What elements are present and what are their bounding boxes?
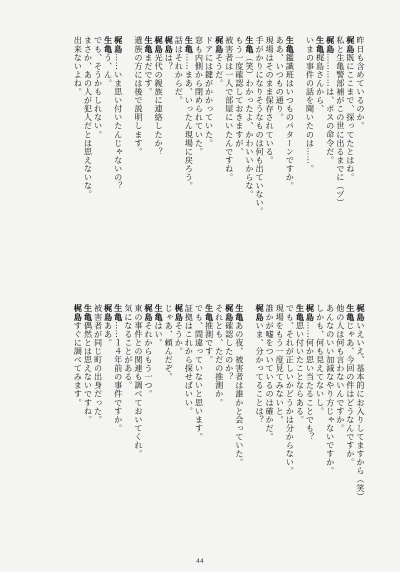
dialogue-line — [184, 304, 194, 550]
dialogue-text: 現場をもう一度見てみないと。 — [275, 304, 286, 424]
dialogue-line — [83, 36, 93, 304]
dialogue-text: 出来ないよね。 — [73, 36, 84, 96]
dialogue-text: 私と生亀警部補がこの世に出るまでに（ヅ） — [335, 36, 346, 207]
dialogue-text: 気になることがある。 — [123, 304, 134, 390]
speaker-name: 梶島 — [103, 304, 114, 322]
dialogue-line — [114, 304, 124, 550]
dialogue-line — [285, 36, 295, 304]
dialogue-line — [205, 304, 215, 550]
dialogue-text: ……まあ、いったん現場に戻ろう。 — [184, 53, 195, 190]
dialogue-text: それからもう一つ。 — [144, 321, 155, 399]
dialogue-line — [316, 36, 326, 304]
dialogue-line — [73, 304, 83, 550]
dialogue-line — [245, 36, 255, 304]
speaker-name: 生亀 — [234, 304, 245, 322]
dialogue-text: まだです。 — [144, 53, 155, 96]
dialogue-line — [275, 36, 285, 304]
dialogue-line — [104, 304, 114, 550]
dialogue-text: そうだ。 — [214, 53, 225, 88]
dialogue-line — [164, 36, 174, 304]
dialogue-line — [285, 304, 295, 550]
dialogue-text: う、ん。 — [103, 53, 114, 88]
dialogue-line — [225, 304, 235, 550]
dialogue-text: 被害者は一人で部屋にいたんですね。 — [224, 36, 235, 182]
dialogue-text: …………は、ボスの命令だ。 — [325, 53, 336, 165]
dialogue-text: 推測です。 — [204, 321, 215, 364]
dialogue-text: あの夜、被害者は誰かと会っていた。 — [234, 321, 245, 467]
dialogue-block-bottom — [32, 304, 366, 550]
dialogue-line — [336, 304, 346, 550]
dialogue-text: すぐに調べてみます。 — [73, 321, 84, 407]
dialogue-line — [215, 304, 225, 550]
speaker-name: 梶島 — [174, 304, 185, 322]
dialogue-text: 梶島さんから、 — [315, 53, 326, 113]
dialogue-line — [194, 304, 204, 550]
dialogue-text: 誰かが嘘をついているのは確かだ。 — [265, 304, 276, 441]
dialogue-line — [265, 36, 275, 304]
dialogue-text: ……いま思い付いたんじゃないの？ — [113, 53, 124, 190]
dialogue-line — [336, 36, 346, 304]
dialogue-text: それとも、ただの推測か。 — [214, 304, 225, 407]
dialogue-line — [215, 36, 225, 304]
dialogue-line — [174, 304, 184, 550]
dialogue-line — [305, 36, 315, 304]
speaker-name: 梶島 — [113, 36, 124, 54]
dialogue-line — [255, 304, 265, 550]
dialogue-line — [305, 304, 315, 550]
dialogue-text: ……１４年前の事件ですか。 — [113, 321, 124, 433]
dialogue-line — [225, 36, 235, 304]
dialogue-text: じゃあ、頼んだぞ。 — [164, 304, 175, 381]
dialogue-line — [93, 36, 103, 304]
speaker-name: 生亀 — [345, 304, 356, 322]
dialogue-text: まさか、あの人が犯人だとは思えないな。 — [83, 36, 94, 199]
dialogue-text: は？ — [164, 53, 175, 71]
dialogue-line — [93, 304, 103, 550]
speaker-name: 生亀 — [103, 36, 114, 54]
dialogue-text: でも、間違っていないと思います。 — [194, 304, 205, 441]
dialogue-text: （笑）わかったよ、かわいいからな。 — [244, 53, 255, 199]
dialogue-line — [144, 36, 154, 304]
speaker-name: 梶島 — [325, 36, 336, 54]
dialogue-line — [255, 36, 265, 304]
dialogue-line — [265, 304, 275, 550]
speaker-name: 梶島 — [144, 304, 155, 322]
speaker-name: 梶島 — [345, 36, 356, 54]
dialogue-text: ドアには鍵がかかっていた。 — [204, 36, 215, 148]
dialogue-line — [124, 304, 134, 550]
dialogue-text: でも、そうかもしれない。 — [93, 36, 104, 139]
dialogue-line — [104, 36, 114, 304]
speaker-name: 梶島 — [356, 304, 366, 322]
speaker-name: 生亀 — [295, 304, 306, 322]
dialogue-line — [154, 36, 164, 304]
speaker-name: 梶島 — [73, 304, 84, 322]
dialogue-text: 偶然とは思えないですね。 — [83, 321, 94, 424]
dialogue-line — [326, 36, 336, 304]
dialogue-text: 話はそれからだ。 — [174, 36, 185, 105]
dialogue-line — [235, 36, 245, 304]
speaker-name: 梶島 — [224, 304, 235, 322]
dialogue-text: あんなのいい加減なやり方じゃないですか。 — [325, 304, 336, 475]
speaker-name: 梶島 — [154, 36, 165, 54]
dialogue-text: でも、それが正しいかどうかは分からない。 — [285, 304, 296, 475]
dialogue-line — [295, 36, 305, 304]
dialogue-text: もう一度確認しておきますが、 — [234, 36, 245, 156]
dialogue-text: 鑑識班はいつものパターンですか。 — [285, 53, 296, 190]
speaker-name: 生亀 — [204, 304, 215, 322]
dialogue-line — [164, 304, 174, 550]
dialogue-text: 証拠はこれから探せばいい。 — [184, 304, 195, 416]
speaker-name: 梶島 — [214, 36, 225, 54]
dialogue-block-top — [32, 36, 366, 304]
dialogue-line — [326, 304, 336, 550]
speaker-name: 梶島 — [164, 36, 175, 54]
speaker-name: 生亀 — [244, 36, 255, 54]
dialogue-line — [194, 36, 204, 304]
dialogue-line — [356, 36, 366, 304]
dialogue-line — [124, 36, 134, 304]
dialogue-line — [316, 304, 326, 550]
speaker-name: 生亀 — [154, 304, 165, 322]
dialogue-text: 既にここまで、探ってたとはね。 — [345, 53, 356, 182]
page-number: 44 — [196, 558, 204, 565]
dialogue-line — [174, 36, 184, 304]
dialogue-text: 被害者が同じ町の出身だった。 — [93, 304, 104, 424]
speaker-name: 梶島 — [255, 304, 266, 322]
dialogue-text: しかも、何も見えてないし。 — [315, 304, 326, 416]
dialogue-text: 現場はそのまま保存されている。 — [265, 36, 276, 165]
dialogue-text: じゃあ、今回の件はどうなんですか。 — [345, 321, 356, 467]
dialogue-line — [356, 304, 366, 550]
dialogue-text: 東の事件との関連も調べておいてくれ。 — [133, 304, 144, 458]
dialogue-text: 思い付いたことならある。 — [295, 321, 306, 424]
dialogue-text: 確認したのか？ — [224, 321, 235, 381]
dialogue-text: 遺族の方には後で説明します。 — [133, 36, 144, 156]
dialogue-line — [346, 304, 356, 550]
dialogue-line — [275, 304, 285, 550]
speaker-name: 生亀 — [83, 304, 94, 322]
speaker-name: 生亀 — [144, 36, 155, 54]
dialogue-text: ……何か思い当たることでも？ — [305, 321, 316, 441]
speaker-name: 生亀 — [184, 36, 195, 54]
speaker-name: 生亀 — [315, 36, 326, 54]
dialogue-text: そうか。 — [174, 321, 185, 356]
dialogue-text: いま、分かってることは？ — [255, 321, 266, 424]
dialogue-text: 他の人は何も言わないんですか。 — [335, 304, 346, 433]
dialogue-text: はい。 — [154, 321, 165, 347]
dialogue-text: 光代の親族に連絡したか？ — [154, 53, 165, 156]
dialogue-line — [235, 304, 245, 550]
dialogue-line — [295, 304, 305, 550]
dialogue-text: ああ、いつもの通り。 — [275, 36, 286, 122]
dialogue-text: いまの事件の話を聞いたのは……。 — [305, 36, 316, 173]
dialogue-text: 窓も内側から閉められていた。 — [194, 36, 205, 156]
dialogue-line — [154, 304, 164, 550]
dialogue-line — [245, 304, 255, 550]
dialogue-text: いえいえ、基本的にお入りしてますから（笑） — [356, 321, 366, 501]
dialogue-line — [346, 36, 356, 304]
speaker-name: 梶島 — [305, 304, 316, 322]
dialogue-line — [205, 36, 215, 304]
dialogue-text: 手がかりになりそうなものは何も出ていない。 — [255, 36, 266, 216]
dialogue-line — [134, 304, 144, 550]
speaker-name: 生亀 — [285, 36, 296, 54]
dialogue-line — [114, 36, 124, 304]
dialogue-line — [134, 36, 144, 304]
dialogue-line — [144, 304, 154, 550]
dialogue-text: ああ。 — [103, 321, 114, 347]
dialogue-line — [184, 36, 194, 304]
dialogue-text: 昨日も含めているのか。 — [356, 36, 366, 131]
speaker-name: 生亀 — [113, 304, 124, 322]
dialogue-line — [73, 36, 83, 304]
dialogue-line — [83, 304, 93, 550]
